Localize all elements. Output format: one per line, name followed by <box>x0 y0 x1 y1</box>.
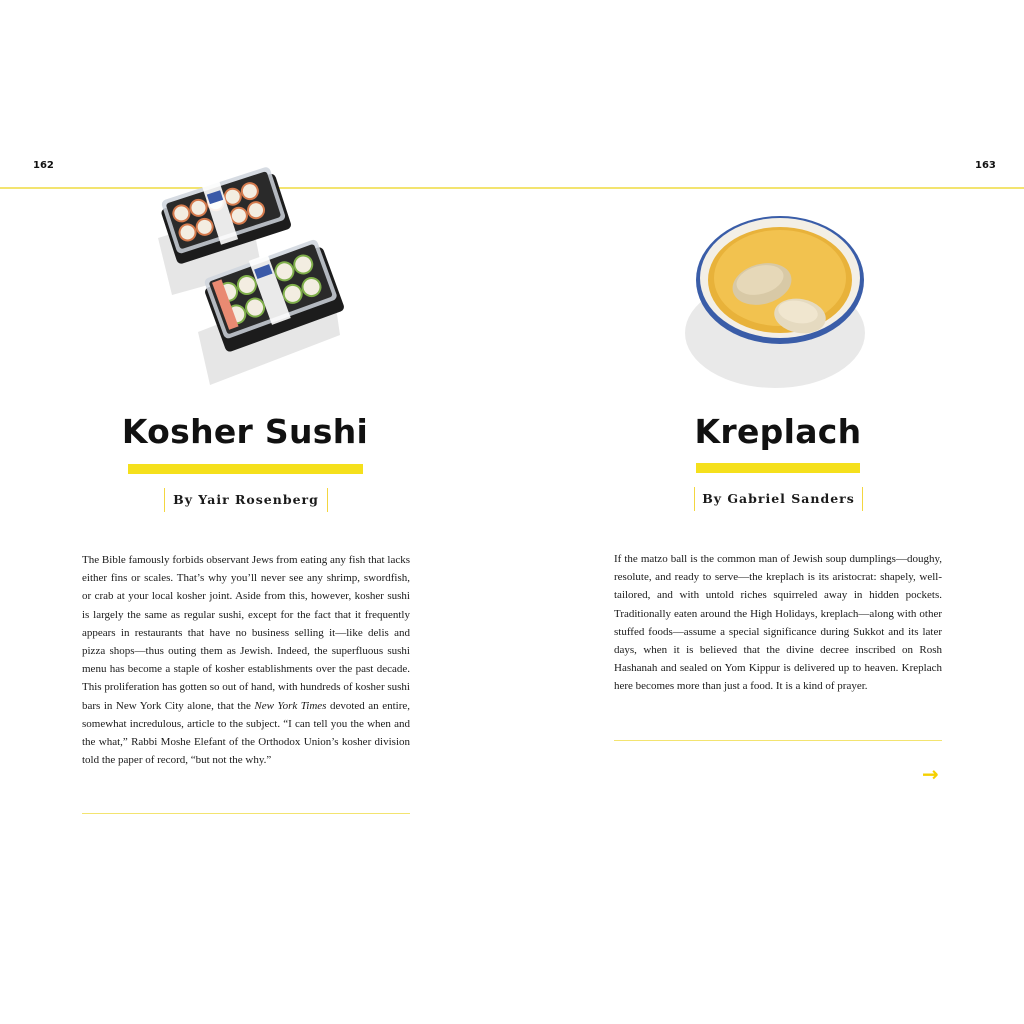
article-title-kosher-sushi: Kosher Sushi <box>121 412 369 451</box>
page-number-left: 162 <box>33 160 54 171</box>
arrow-right-icon[interactable]: → <box>922 762 939 786</box>
article-body-right: If the matzo ball is the common man of Jewish soup dumplings—doughy, resolute, and ready to serve—the kreplach is its aristocrat: shapely, well-tailored, and with untold riches squirreled away in hidden pockets. Traditionally eaten around the High Holidays, kreplach—along with other stuffed foods—assume a special significance during Sukkot and its later days, when it is believed that the divine decree inscribed on Rosh Hashanah and sealed on Yom Kippur is delivered up to heaven. Kreplach here becomes more than just a food. It is a kind of prayer. <box>614 553 942 693</box>
byline-right <box>694 487 863 511</box>
bottom-rule-left <box>82 813 410 814</box>
body-text-part: devoted an entire, somewhat incredulous, article to the subject. “I can tell you the when and the what,” Rabbi Moshe Elefant of the Orthodox Union’s kosher division told the paper of record, “but not the why.” <box>82 699 410 767</box>
sushi-containers-photo <box>150 160 350 390</box>
byline-tick <box>164 488 165 512</box>
kreplach-soup-bowl-photo <box>680 208 880 398</box>
byline-tick <box>694 487 695 511</box>
article-body-left <box>82 551 410 769</box>
title-underline-left <box>128 464 363 474</box>
body-text-part: The Bible famously forbids observant Jews from eating any fish that lacks either fins or scales. That’s why you’ll never see any shrimp, swordfish, or crab at your local kosher joint. Aside from this, however, kosher sushi is largely the same as regular sushi, except for the fact that it frequently appears in restaurants that have no business selling it—like delis and pizza shops—thus outing them as Jewish. Indeed, the superfluous sushi menu has become a staple of kosher establishments over the past decade. This proliferation has gotten so out of hand, with hundreds of kosher sushi bars in New York City alone, that the <box>82 554 410 712</box>
byline-tick <box>862 487 863 511</box>
byline-right-text: By Gabriel Sanders <box>702 491 855 506</box>
byline-tick <box>327 488 328 512</box>
publication-name: New York Times <box>254 699 327 712</box>
byline-left <box>164 488 328 512</box>
title-underline-right <box>696 463 860 473</box>
article-title-kreplach: Kreplach <box>694 412 862 451</box>
byline-left-text: By Yair Rosenberg <box>173 492 319 507</box>
page-number-right: 163 <box>975 160 996 171</box>
bottom-rule-right <box>614 740 942 741</box>
